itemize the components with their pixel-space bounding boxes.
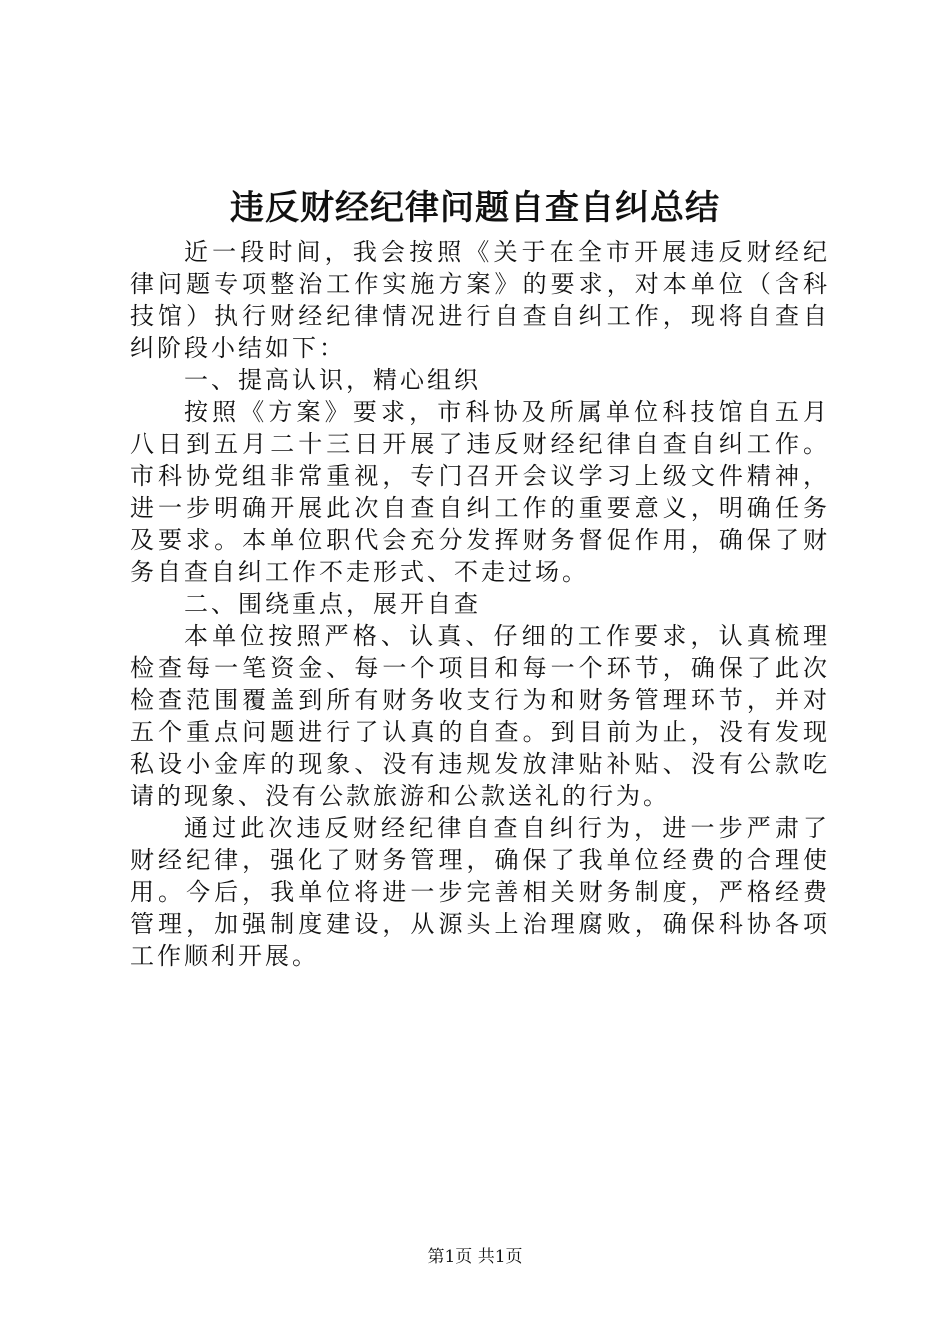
section-heading-1: 一、提高认识，精心组织 <box>184 366 481 394</box>
section-2-paragraph: 本单位按照严格、认真、仔细的工作要求，认真梳理检查每一笔资金、每一个项目和每一个环节，确保了此次检查范围覆盖到所有财务收支行为和财务管理环节，并对五个重点问题进行了认真的自查。到目前为止，没有发现私设小金库的现象、没有违规发放津贴补贴、没有公款吃请的现象、没有公款旅游和公款送礼的行为。 <box>130 622 830 810</box>
document-title: 违反财经纪律问题自查自纠总结 <box>230 188 720 228</box>
page-footer: 第1页 共1页 <box>427 1247 523 1267</box>
intro-paragraph: 近一段时间，我会按照《关于在全市开展违反财经纪律问题专项整治工作实施方案》的要求，对本单位（含科技馆）执行财经纪律情况进行自查自纠工作，现将自查自纠阶段小结如下： <box>130 238 830 362</box>
section-heading-2: 二、围绕重点，展开自查 <box>184 590 481 618</box>
section-1-paragraph: 按照《方案》要求，市科协及所属单位科技馆自五月八日到五月二十三日开展了违反财经纪律自查自纠工作。市科协党组非常重视，专门召开会议学习上级文件精神，进一步明确开展此次自查自纠工作的重要意义，明确任务及要求。本单位职代会充分发挥财务督促作用，确保了财务自查自纠工作不走形式、不走过场。 <box>130 398 830 586</box>
document-body <box>130 236 830 972</box>
conclusion-paragraph: 通过此次违反财经纪律自查自纠行为，进一步严肃了财经纪律，强化了财务管理，确保了我单位经费的合理使用。今后，我单位将进一步完善相关财务制度，严格经费管理，加强制度建设，从源头上治理腐败，确保科协各项工作顺利开展。 <box>130 814 830 970</box>
